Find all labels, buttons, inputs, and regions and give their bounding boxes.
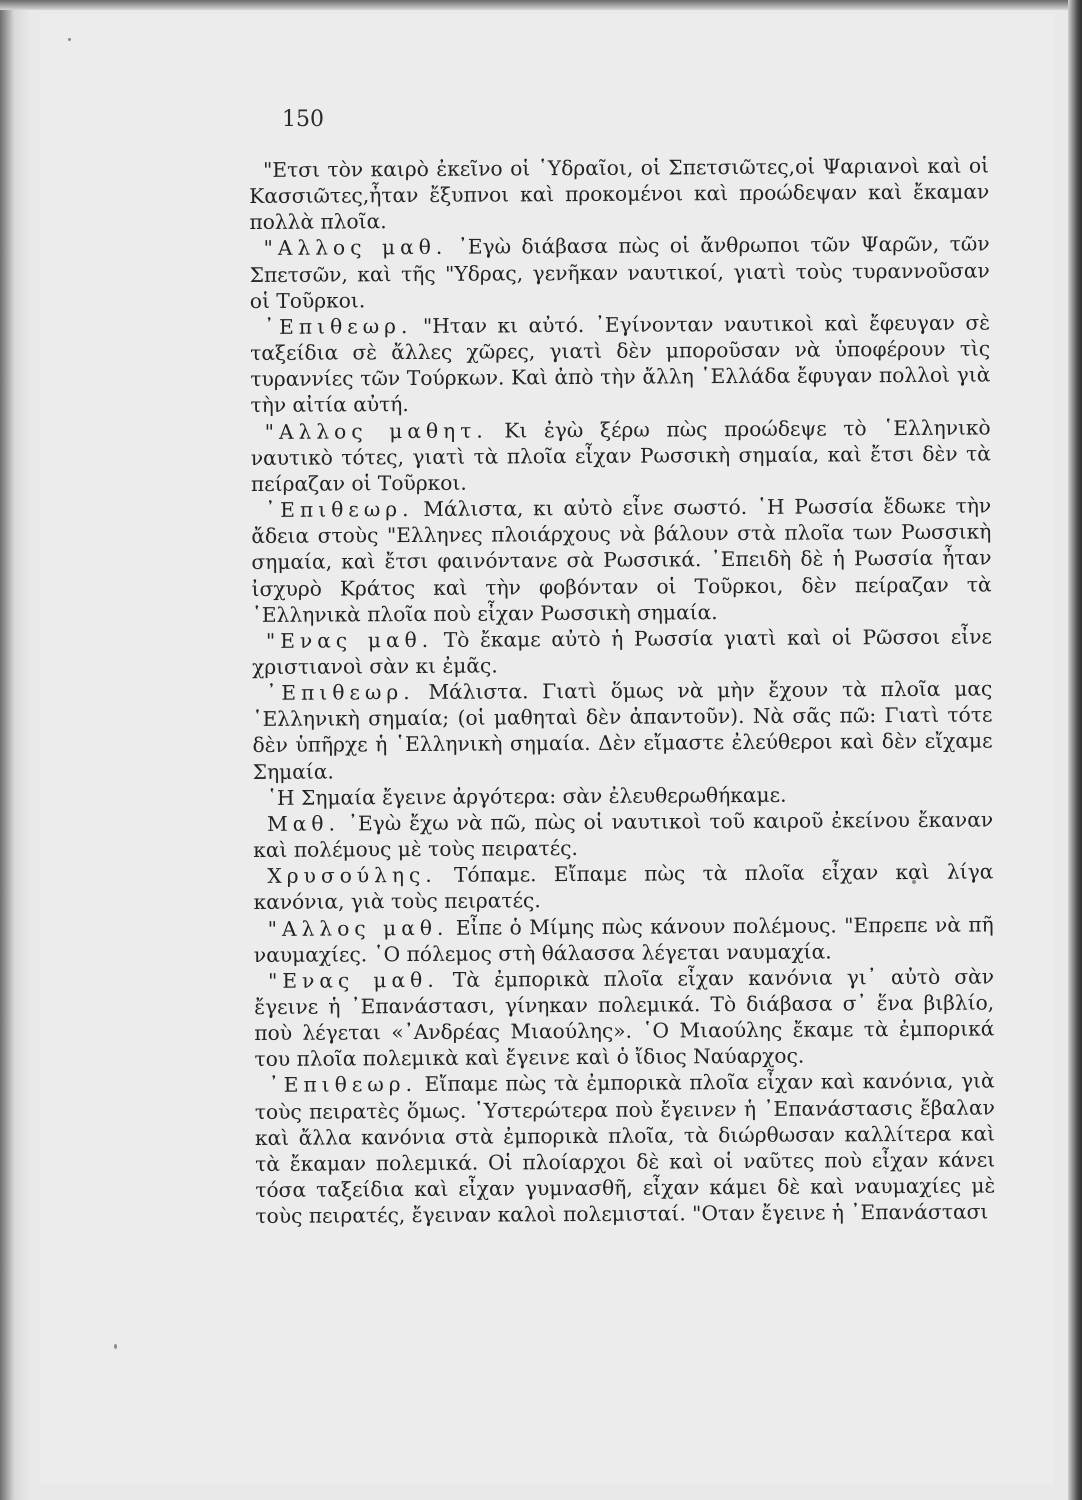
paragraph bbox=[253, 859, 993, 916]
paragraph-text: ῾Η Σημαία ἔγεινε ἀργότερα: σὰν ἐλευθερωθήκαμε. bbox=[266, 782, 787, 810]
paragraph-text: ᾽Εγὼ ἔχω νὰ πῶ, πὼς οἱ ναυτικοὶ τοῦ καιροῦ ἐκείνου ἔκαναν καὶ πολέμους μὲ τοὺς πειρατές. bbox=[253, 807, 994, 863]
paragraph-text: Τὸ ἔκαμε αὐτὸ ἡ Ρωσσία γιατὶ καὶ οἱ Ρῶσσοι εἶνε χριστιανοὶ σὰν κι ἐμᾶς. bbox=[252, 624, 993, 679]
dust-speck bbox=[68, 38, 71, 41]
paragraph bbox=[250, 309, 991, 418]
speaker-label: ᾽Επιθεωρ. bbox=[263, 313, 413, 339]
speaker-label: "Ενας μαθ. bbox=[267, 967, 439, 993]
speaker-label: ᾽Επιθεωρ. bbox=[268, 1072, 418, 1098]
speaker-label: Μαθ. bbox=[267, 811, 341, 836]
paragraph-text: Εἴπαμε πὼς τὰ ἐμπορικὰ πλοῖα εἶχαν καὶ κανόνια, γιὰ τοὺς πειρατὲς ὅμως. ῾Υστερώτερα ποὺ ἔγεινεν ἡ ᾽Επανάστασις ἔβαλαν καὶ ἄλλα κανόνια στὰ ἐμπορικὰ πλοῖα, τὰ διώρθωσαν καλλίτερα καὶ τὰ ἔκαμαν πολεμικά. Οἱ πλοίαρχοι δὲ καὶ οἱ ναῦτες ποὺ εἶχαν κάνει τόσα ταξείδια καὶ εἶχαν γυμνασθῆ, εἶχαν κάμει δὲ καὶ ναυμαχίες μὲ τοὺς πειρατές, ἔγειναν καλοὶ πολεμισταί. "Οταν ἔγεινε ἡ ᾽Επανάστασι bbox=[254, 1068, 996, 1229]
paragraph bbox=[249, 231, 989, 314]
speaker-label: ᾽Επιθεωρ. bbox=[265, 497, 414, 522]
page-number: 150 bbox=[282, 107, 324, 132]
paragraph bbox=[252, 623, 992, 680]
speaker-label: "Αλλος μαθ. bbox=[267, 915, 449, 941]
paragraph bbox=[255, 1068, 996, 1229]
speaker-label: "Ενας μαθ. bbox=[265, 627, 434, 653]
paragraph bbox=[253, 806, 993, 863]
paragraph bbox=[249, 152, 989, 235]
paragraph bbox=[252, 676, 993, 785]
paragraph-text: "Ηταν κι αὐτό. ᾽Εγίνονταν ναυτικοὶ καὶ ἔφευγαν σὲ ταξείδια σὲ ἄλλες χῶρες, γιατὶ δὲν μποροῦσαν νὰ ὑποφέρουν τὶς τυραννίες τῶν Τούρκων. Καὶ ἀπὸ τὴν ἄλλη ῾Ελλάδα ἔφυγαν πολλοὶ γιὰ τὴν αἰτία αὐτή. bbox=[250, 310, 991, 418]
paragraph-text: Τὰ ἐμπορικὰ πλοῖα εἶχαν κανόνια γι᾽ αὐτὸ σὰν ἔγεινε ἡ ᾽Επανάστασι, γίνηκαν πολεμικά. Τὸ διάβασα σ᾽ ἕνα βιβλίο, ποὺ λέγεται «᾽Ανδρέας Μιαούλης». ῾Ο Μιαούλης ἔκαμε τὰ ἐμπορικά του πλοῖα πολεμικὰ καὶ ἔγεινε καὶ ὁ ἴδιος Ναύαρχος. bbox=[254, 964, 995, 1072]
speaker-label: "Αλλος μαθητ. bbox=[264, 418, 488, 444]
paragraph-text: ᾽Εγὼ διάβασα πὼς οἱ ἄνθρωποι τῶν Ψαρῶν, τῶν Σπετσῶν, καὶ τῆς "Υδρας, γενῆκαν ναυτικοί, γιατὶ τοὺς τυραννοῦσαν οἱ Τοῦρκοι. bbox=[249, 231, 990, 313]
paragraph bbox=[251, 414, 991, 497]
paragraph-text: Εἶπε ὁ Μίμης πὼς κάνουν πολέμους. "Επρεπε νὰ πῆ ναυμαχίες. ῾Ο πόλεμος στὴ θάλασσα λέγεται ναυμαχία. bbox=[253, 911, 994, 967]
dust-speck bbox=[114, 1344, 117, 1349]
paragraph bbox=[254, 963, 995, 1072]
paragraph-text: Μάλιστα. Γιατὶ ὅμως νὰ μὴν ἔχουν τὰ πλοῖα μας ῾Ελληνικὴ σημαία; (οἱ μαθηταὶ δὲν ἀπαντοῦν). Νὰ σᾶς πῶ: Γιατὶ τότε δὲν ὑπῆρχε ἡ ῾Ελληνικὴ σημαία. Δὲν εἴμαστε ἐλεύθεροι καὶ δὲν εἴχαμε Σημαία. bbox=[252, 676, 993, 784]
scan-right-edge bbox=[1068, 0, 1082, 1500]
speaker-label: ᾽Επιθεωρ. bbox=[266, 680, 415, 706]
paragraph-text: "Ετσι τὸν καιρὸ ἐκεῖνο οἱ ῾Υδραῖοι, οἱ Σπετσιῶτες,οἱ Ψαριανοὶ καὶ οἱ Κασσιῶτες,ἦταν ἔξυπνοι καὶ προκομένοι καὶ προώδεψαν καὶ ἔκαμαν πολλὰ πλοῖα. bbox=[249, 153, 990, 235]
paragraph-text: Τόπαμε. Εἴπαμε πὼς τὰ πλοῖα εἶχαν καὶ λίγα κανόνια, γιὰ τοὺς πειρατές. bbox=[253, 859, 994, 915]
paragraph bbox=[254, 911, 994, 968]
paragraph bbox=[251, 493, 992, 628]
paragraph-text: Κι ἐγὼ ξέρω πὼς προώδεψε τὸ ῾Ελληνικὸ ναυτικὸ τότες, γιατὶ τὰ πλοῖα εἶχαν Ρωσσικὴ σημαία, καὶ ἔτσι δὲν τὰ πείραζαν οἱ Τοῦρκοι. bbox=[250, 415, 991, 496]
speaker-label: Χρυσούλης. bbox=[267, 863, 437, 889]
speaker-label: "Αλλος μαθ. bbox=[263, 235, 448, 261]
scan-top-edge bbox=[0, 0, 1082, 10]
paragraph-text: Μάλιστα, κι αὐτὸ εἶνε σωστό. ῾Η Ρωσσία ἔδωκε τὴν ἄδεια στοὺς "Ελληνες πλοιάρχους νὰ βάλουν στὰ πλοῖα των Ρωσσικὴ σημαία, καὶ ἔτσι φαινόντανε σὰ Ρωσσικά. ᾽Επειδὴ δὲ ἡ Ρωσσία ἦταν ἰσχυρὸ Κράτος καὶ τὴν φοβόνταν οἱ Τοῦρκοι, δὲν πείραζαν τὰ ῾Ελληνικὰ πλοῖα ποὺ εἶχαν Ρωσσικὴ σημαία. bbox=[251, 493, 992, 627]
body-text bbox=[249, 152, 996, 1229]
